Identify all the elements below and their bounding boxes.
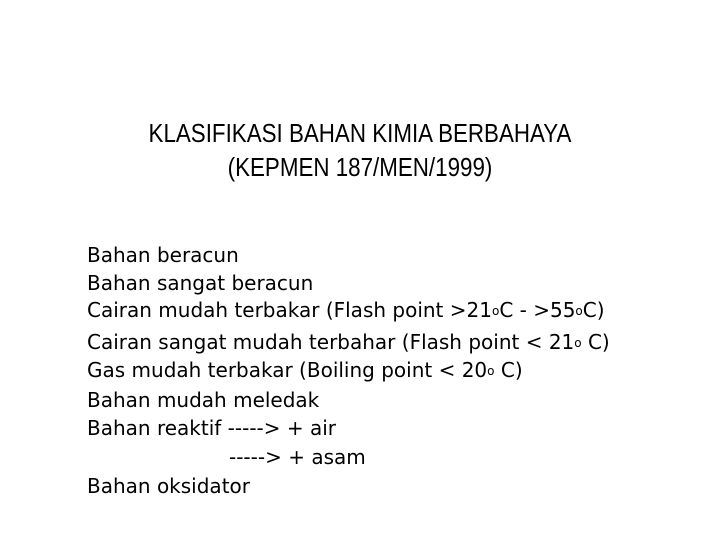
slide-subtitle: (KEPMEN 187/MEN/1999) <box>227 152 493 182</box>
list-item-bahan-reaktif: Bahan reaktif -----> + air <box>87 416 337 440</box>
item-text-part: C) <box>494 358 523 382</box>
list-item-bahan-oksidator: Bahan oksidator <box>87 474 250 498</box>
list-item-bahan-mudah-meledak: Bahan mudah meledak <box>87 388 320 412</box>
item-text-part: Cairan mudah terbakar (Flash point >21 <box>87 298 492 322</box>
list-item-bahan-beracun: Bahan beracun <box>87 243 239 267</box>
item-text-part: C) <box>582 298 605 322</box>
item-text-part: Gas mudah terbakar (Boiling point < 20 <box>87 358 488 382</box>
degree-superscript: o <box>487 363 495 378</box>
list-item-cairan-mudah-terbakar <box>87 297 605 326</box>
list-item-cairan-sangat-mudah-terbahar <box>87 329 610 358</box>
degree-superscript: o <box>575 303 583 318</box>
list-item-bahan-sangat-beracun: Bahan sangat beracun <box>87 271 314 295</box>
list-item-reaktif-asam: -----> + asam <box>229 445 366 469</box>
item-text-part: C) <box>581 330 610 354</box>
slide-title: KLASIFIKASI BAHAN KIMIA BERBAHAYA <box>148 118 572 148</box>
degree-superscript: o <box>491 303 500 318</box>
list-item-gas-mudah-terbakar <box>87 357 523 386</box>
item-text-part: Cairan sangat mudah terbahar (Flash point < 21 <box>87 330 575 354</box>
degree-superscript: o <box>574 335 582 350</box>
item-text-part: C - >55 <box>499 298 576 322</box>
